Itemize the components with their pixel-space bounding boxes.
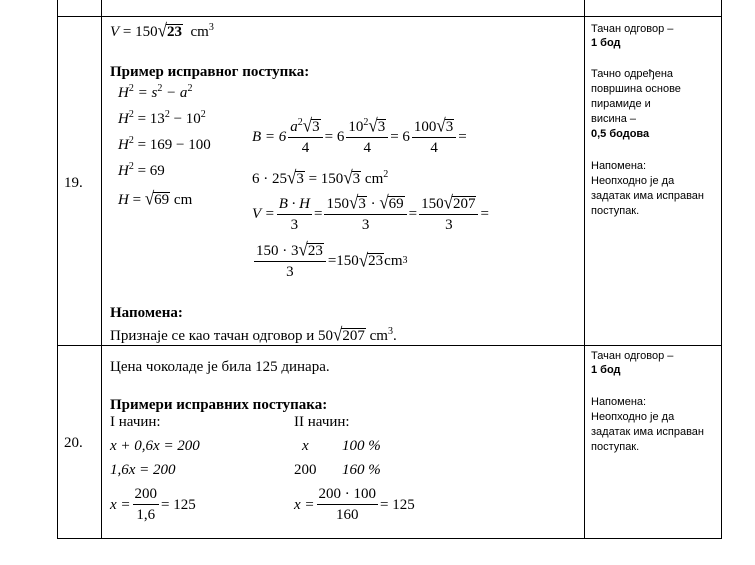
fraction: $\frac{150 \cdot 3√23}{3}$ (254, 240, 326, 282)
table-col-divider-2 (584, 0, 585, 539)
fraction: $\frac{10^2√3}{4}$ (346, 116, 388, 158)
procedure-heading-20: Примери исправних поступака: (110, 397, 328, 413)
note-heading-19: Напомена: (110, 305, 183, 321)
answer-text-20: Цена чоколаде је била 125 динара. (110, 359, 330, 375)
method2-step: 200 (294, 462, 317, 478)
method1-label: I начин: (110, 414, 161, 430)
answer-line-19: V = 150√23 $cm^3$ (110, 20, 214, 41)
step-line: $H^2 = 13^2 - 10^2$ (118, 109, 206, 127)
fraction: $\frac{a^2√3}{4}$ (288, 116, 322, 158)
volume-result: $\frac{150 \cdot 3√23}{3}$ =150 √ 23 cm 3 (256, 239, 408, 280)
scoring-20-line1: Тачан одговор – (591, 350, 674, 362)
procedure-heading-19: Пример исправног поступка: (110, 64, 310, 80)
fraction: $\frac{200 \cdot 100}{160}$ (318, 486, 377, 523)
method2-label: II начин: (294, 414, 350, 430)
base-area-result: 6 · 25√3 = 150√3 $cm^2$ (252, 167, 389, 188)
scoring-19-p2: пирамиде и (591, 98, 651, 110)
method1-step: x + 0,6x = 200 (110, 438, 200, 454)
scoring-19-note: задатак има исправан (591, 190, 704, 202)
scoring-19-note: поступак. (591, 205, 640, 217)
base-area-line: B = 6 $\frac{a^2√3}{4}$ = 6 $\frac{10^2√3}{4}$ = 6 $\frac{100√3}{4}$ = (252, 115, 467, 156)
scoring-19-note: Неопходно је да (591, 175, 675, 187)
volume-line: V = $\frac{B \cdot H}{3}$ = $\frac{150√3 \cdot √69}{3}$ = $\frac{150√207}{3}$ = (252, 192, 489, 233)
table-row-top (57, 16, 722, 17)
fraction: $\frac{150√207}{3}$ (419, 193, 478, 235)
scoring-19-p2: површина основе (591, 83, 681, 95)
question-number-19: 19. (64, 175, 83, 191)
scoring-19-p2: Тачно одређена (591, 68, 674, 80)
fraction: $\frac{200}{1,6}$ (134, 486, 158, 523)
scoring-20-note: Напомена: (591, 396, 647, 408)
scoring-19-line1: Тачан одговор – (591, 23, 674, 35)
note-text-19: Признаје се као тачан одговор и 50√207 $cm^3$. (110, 324, 397, 345)
step-line: $H^2 = s^2 - a^2$ (118, 83, 193, 101)
scoring-20-note: задатак има исправан (591, 426, 704, 438)
question-number-20: 20. (64, 435, 83, 451)
step-line: $H^2 = 69$ (118, 161, 165, 179)
method1-step: 1,6x = 200 (110, 462, 176, 478)
scoring-20-note: Неопходно је да (591, 411, 675, 423)
method2-step: 100 % (342, 438, 381, 454)
scoring-19-points: 1 бод (591, 37, 621, 49)
scoring-19-p2: висина – (591, 113, 636, 125)
fraction: $\frac{B \cdot H}{3}$ (278, 195, 311, 233)
step-line: H = √69 cm (118, 188, 193, 209)
method1-step: x = $\frac{200}{1,6}$ = 125 (110, 486, 196, 523)
method2-step: x = $\frac{200 \cdot 100}{160}$ = 125 (294, 486, 415, 523)
table-row-divider (57, 345, 722, 346)
fraction: $\frac{150√3 \cdot √69}{3}$ (324, 193, 406, 235)
step-line: $H^2 = 169 - 100$ (118, 135, 211, 153)
scoring-20-points: 1 бод (591, 364, 621, 376)
scoring-19-note: Напомена: (591, 160, 647, 172)
table-border-right (721, 0, 722, 539)
table-border-left (57, 0, 58, 539)
scoring-20-note: поступак. (591, 441, 640, 453)
table-col-divider-1 (101, 0, 102, 539)
scoring-19-partial-points: 0,5 бодова (591, 128, 650, 140)
method2-step: x (302, 438, 309, 454)
table-row-bottom (57, 538, 722, 539)
method2-step: 160 % (342, 462, 381, 478)
fraction: $\frac{100√3}{4}$ (412, 116, 456, 158)
